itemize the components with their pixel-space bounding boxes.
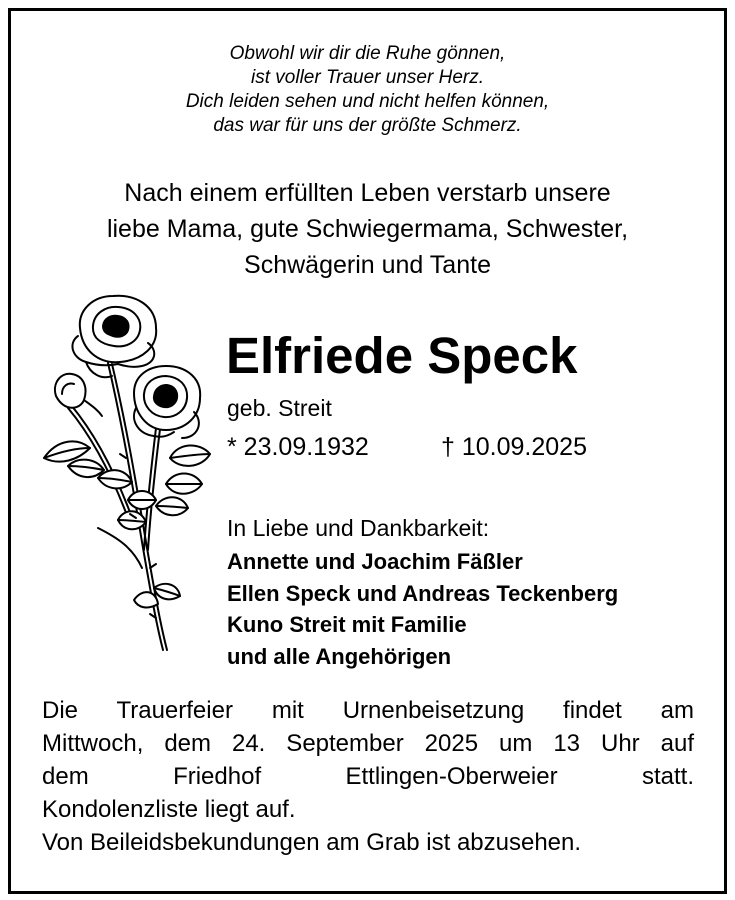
intro-text [0, 175, 735, 283]
poem-line: Obwohl wir dir die Ruhe gönnen, [229, 43, 506, 64]
funeral-notice [42, 694, 694, 859]
poem-line: ist voller Trauer unser Herz. [251, 67, 484, 88]
mourner-name: und alle Angehörigen [227, 643, 452, 669]
notice-line: Kondolenzliste liegt auf. [42, 796, 296, 823]
notice-line: Von Beileidsbekundungen am Grab ist abzusehen. [42, 829, 582, 856]
notice-line: Die Trauerfeier mit Urnenbeisetzung findet am [42, 697, 694, 724]
intro-line: liebe Mama, gute Schwiegermama, Schwester, [106, 215, 629, 243]
mourners-intro: In Liebe und Dankbarkeit: [227, 515, 490, 541]
mourner-name: Kuno Streit mit Familie [227, 612, 467, 637]
rose-illustration [38, 288, 218, 663]
death-date: † 10.09.2025 [441, 433, 587, 461]
intro-line: Schwägerin und Tante [244, 251, 491, 279]
intro-line: Nach einem erfüllten Leben verstarb unsere [124, 179, 611, 207]
mourners-list [227, 546, 618, 672]
mourner-name: Annette und Joachim Fäßler [227, 549, 523, 574]
notice-line: Mittwoch, dem 24. September 2025 um 13 Uhr auf [42, 730, 694, 757]
life-dates [227, 431, 587, 463]
mourner-name: Ellen Speck und Andreas Teckenberg [227, 580, 619, 606]
poem-line: das war für uns der größte Schmerz. [213, 115, 522, 136]
notice-line: dem Friedhof Ettlingen-Oberweier statt. [42, 763, 694, 790]
birth-name: geb. Streit [227, 395, 332, 421]
poem-line: Dich leiden sehen und nicht helfen können, [185, 91, 550, 112]
deceased-name: Elfriede Speck [226, 327, 578, 384]
birth-date: * 23.09.1932 [227, 433, 369, 461]
poem [0, 42, 735, 138]
